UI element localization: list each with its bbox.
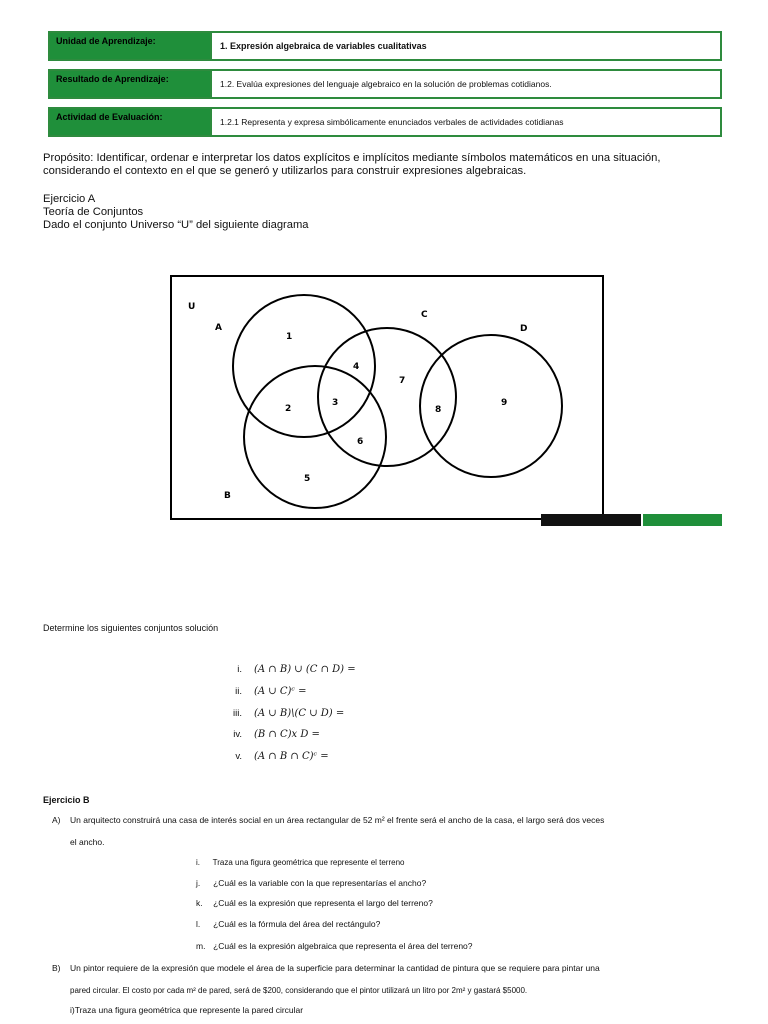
determine-text: Determine los siguientes conjuntos solución <box>43 623 219 633</box>
venn-diagram <box>170 275 604 520</box>
list-item: l. ¿Cuál es la fórmula del área del rectángulo? <box>196 919 381 929</box>
universe-label: U <box>188 302 196 312</box>
header-row-actividad <box>48 107 722 137</box>
problem-b-text-1: Un pintor requiere de la expresión que modele el área de la superficie para determinar la cantidad de pintura que se requiere para pintar una <box>70 963 600 973</box>
element-2: 2 <box>285 404 292 414</box>
header-value: 1. Expresión algebraica de variables cualitativas <box>220 41 427 51</box>
element-5: 5 <box>304 474 311 484</box>
problem-b-label: B) <box>52 963 61 973</box>
header-row-unidad <box>48 31 722 61</box>
set-c-label: C <box>421 310 428 320</box>
element-7: 7 <box>399 376 406 386</box>
header-value: 1.2. Evalúa expresiones del lenguaje algebraico en la solución de problemas cotidianos. <box>220 79 552 89</box>
problem-b-text-2: pared circular. El costo por cada m² de pared, será de $200, considerando que el pintor utilizará un litro por 2m² y gastará $5000. <box>70 986 528 995</box>
problem-a-text-1: Un arquitecto construirá una casa de interés social en un área rectangular de 52 m² el frente será el ancho de la casa, el largo será dos veces <box>70 815 605 825</box>
decorative-strip-green <box>643 514 722 526</box>
list-item: ii. (A ∪ C)ᶜ = <box>235 686 307 697</box>
element-6: 6 <box>357 437 364 447</box>
element-3: 3 <box>332 398 339 408</box>
element-1: 1 <box>286 332 293 342</box>
set-d-label: D <box>520 324 528 334</box>
header-label: Resultado de Aprendizaje: <box>50 71 212 97</box>
header-value: 1.2.1 Representa y expresa simbólicamente enunciados verbales de actividades cotidianas <box>220 117 564 127</box>
ejercicio-a-title: Ejercicio A <box>43 193 96 205</box>
venn-svg <box>172 277 602 518</box>
set-d-circle <box>420 335 562 477</box>
header-label: Actividad de Evaluación: <box>50 109 212 135</box>
element-9: 9 <box>501 398 508 408</box>
header-row-resultado <box>48 69 722 99</box>
problem-a-label: A) <box>52 815 61 825</box>
problem-a-text-2: el ancho. <box>70 837 105 847</box>
list-item: j. ¿Cuál es la variable con la que representarías el ancho? <box>196 878 427 888</box>
ejercicio-a-intro: Dado el conjunto Universo “U” del siguiente diagrama <box>43 219 309 231</box>
list-item: iii. (A ∪ B)\(C ∪ D) = <box>233 708 345 719</box>
element-8: 8 <box>435 405 442 415</box>
list-item: v. (A ∩ B ∩ C)ᶜ = <box>235 751 329 762</box>
problem-b-item-i: i)Traza una figura geométrica que represente la pared circular <box>70 1005 304 1015</box>
header-label: Unidad de Aprendizaje: <box>50 33 212 59</box>
list-item: i. (A ∩ B) ∪ (C ∩ D) = <box>237 664 356 675</box>
ejercicio-a-subtitle: Teoría de Conjuntos <box>43 206 144 218</box>
decorative-strip-dark <box>541 514 641 526</box>
set-b-label: B <box>224 491 231 501</box>
list-item: m. ¿Cuál es la expresión algebraica que representa el área del terreno? <box>196 941 473 951</box>
list-item: iv. (B ∩ C)x D = <box>233 729 320 740</box>
proposito-text: Propósito: Identificar, ordenar e interpretar los datos explícitos e implícitos mediante símbolos matemáticos en una situación, considerando el contexto en el que se generó y utilizarlos para construir expresiones algebraicas. <box>43 152 661 177</box>
list-item: k. ¿Cuál es la expresión que representa el largo del terreno? <box>196 898 433 908</box>
set-c-circle <box>318 328 456 466</box>
set-a-label: A <box>215 323 222 333</box>
element-4: 4 <box>353 362 360 372</box>
ejercicio-b-title: Ejercicio B <box>43 795 90 805</box>
list-item: i. Traza una figura geométrica que represente el terreno <box>196 858 405 867</box>
